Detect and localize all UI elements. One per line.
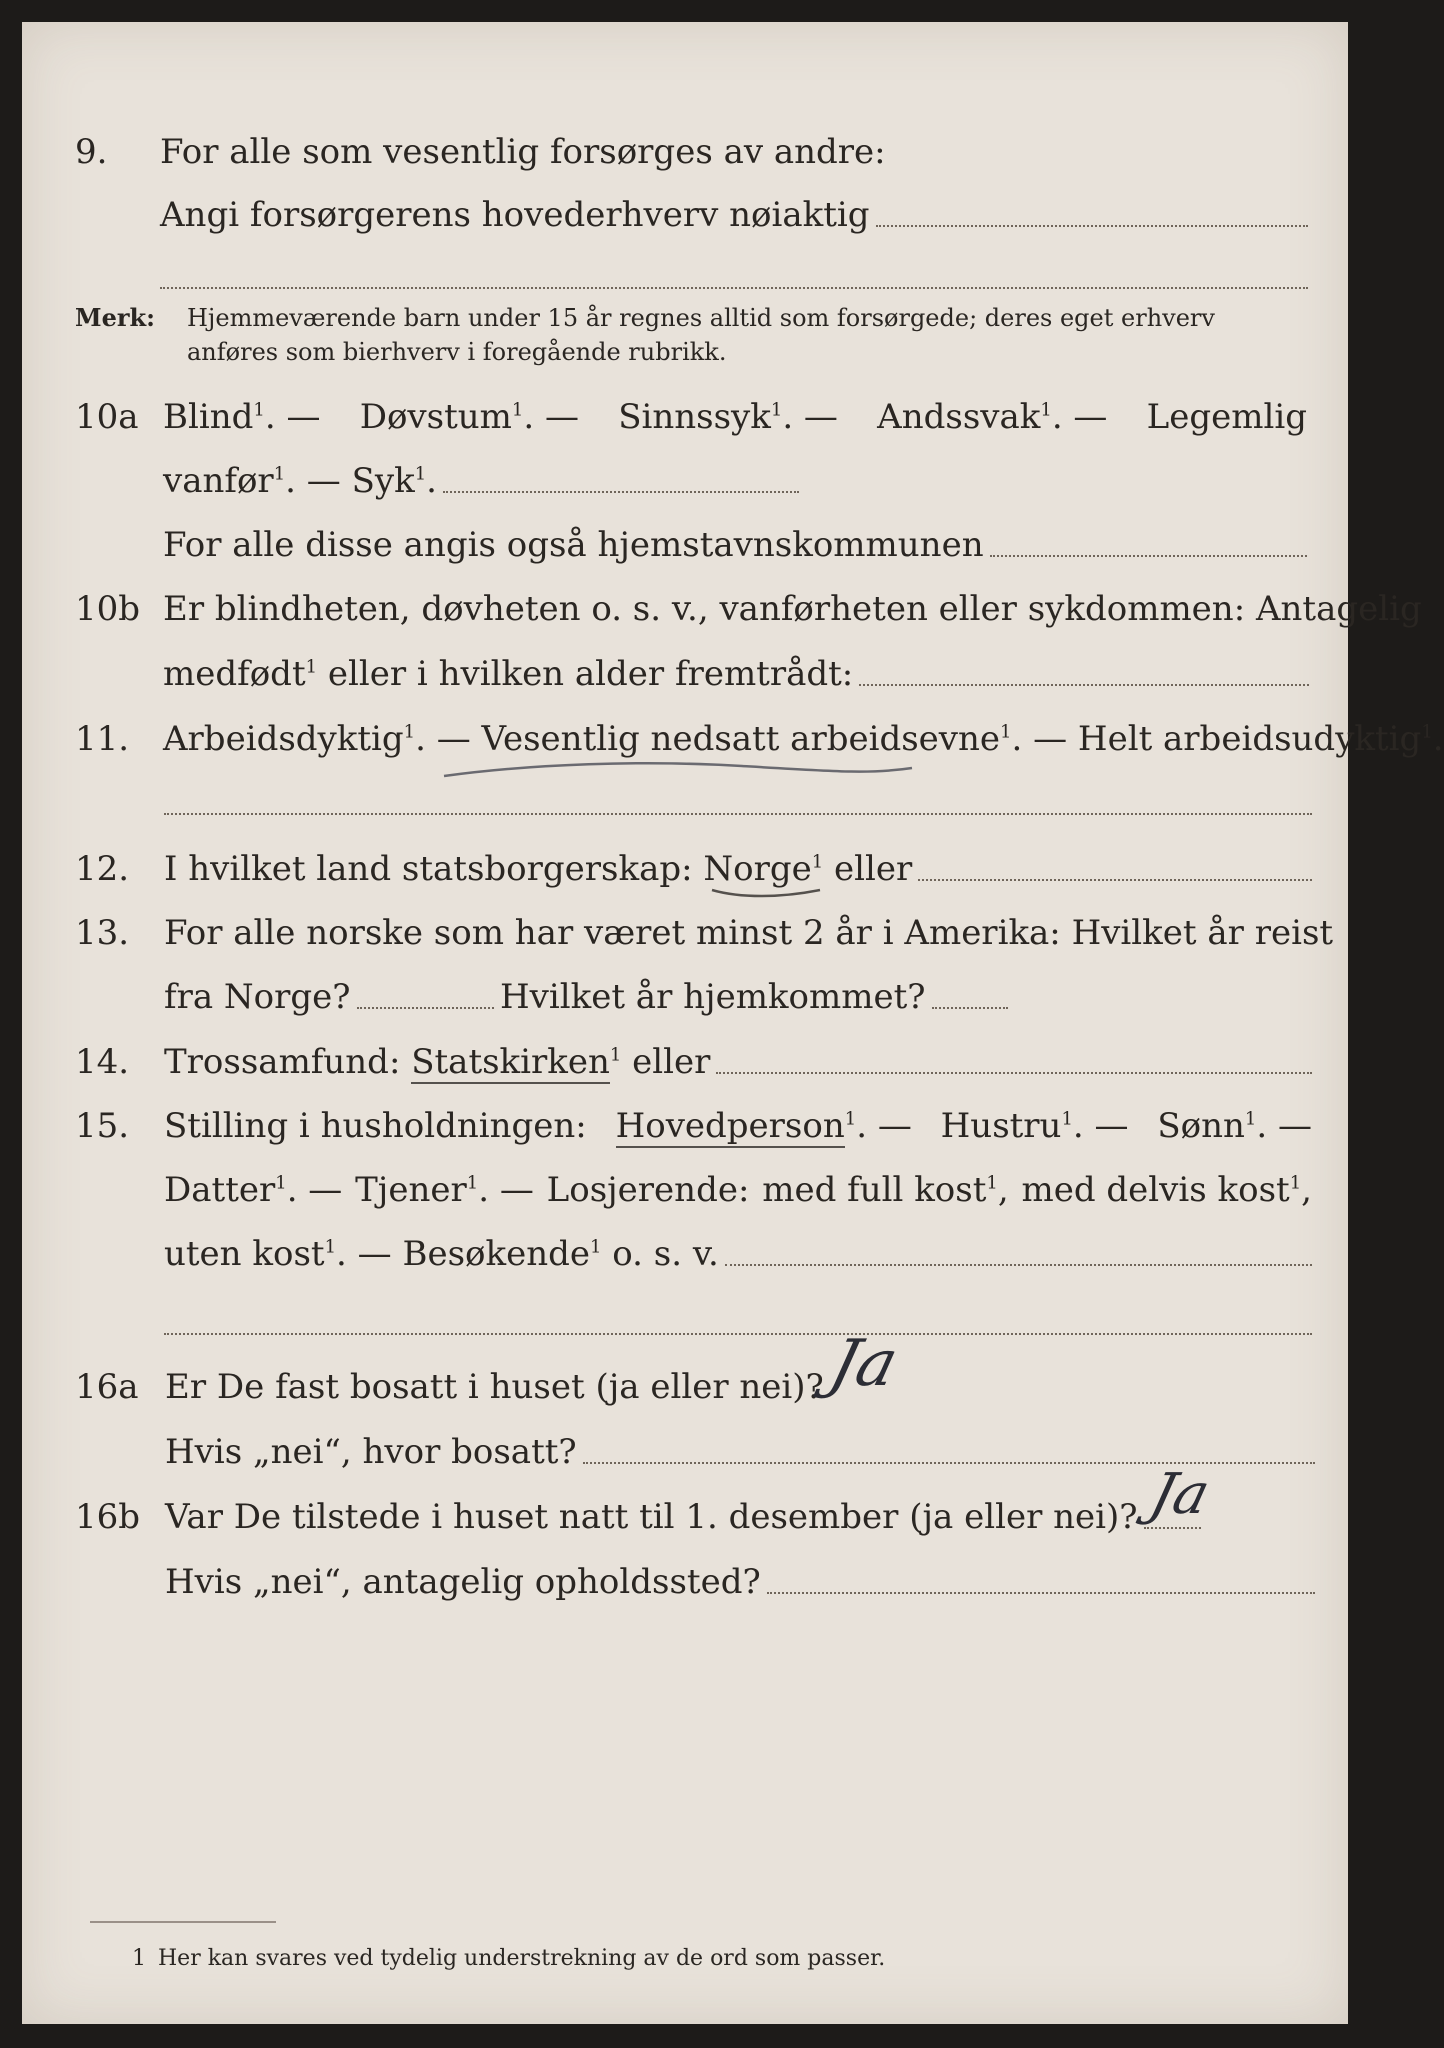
answer-row <box>160 195 1308 235</box>
answer-field[interactable] <box>990 554 1307 557</box>
husholdning-label: Stilling i husholdningen: <box>164 1106 587 1146</box>
question-10a-line-1: Blind$^1$. — Døvstum$^1$. — Sinnssyk$^1$. — Andssvak$^1$. — Legemlig <box>163 397 1307 437</box>
footnote-divider <box>90 1920 276 1923</box>
question-12-line: I hvilket land statsborgerskap: Norge$^1$ eller <box>164 849 1312 889</box>
answer-field[interactable] <box>918 878 1312 881</box>
question-9-line-2: Angi forsørgerens hovederhverv nøiaktig <box>160 195 870 235</box>
option-dovstum[interactable]: Døvstum <box>359 397 512 437</box>
question-10a-line-3 <box>163 525 1307 565</box>
question-15-line-2: Datter$^1$. — Tjener$^1$. — Losjerende: med full kost$^1$, med delvis kost$^1$, <box>164 1170 1312 1210</box>
hvor-bosatt-label: Hvis „nei“, hvor bosatt? <box>165 1432 577 1472</box>
option-hovedperson[interactable]: Hovedperson <box>615 1106 845 1146</box>
eller-label: eller <box>632 1042 711 1082</box>
question-11-line: Arbeidsdyktig$^1$. — Vesentlig nedsatt arbeidsevne$^1$. — Helt arbeidsudyktig$^1$. <box>163 719 1444 759</box>
option-nedsatt-arbeidsevne[interactable]: Vesentlig nedsatt arbeidsevne <box>481 719 1001 759</box>
merk-label: Merk: <box>75 303 155 332</box>
question-number: 10b <box>75 589 141 629</box>
question-10b-line-1 <box>163 589 1422 629</box>
option-uten-kost[interactable]: uten kost <box>164 1234 325 1274</box>
census-form-page <box>22 22 1444 2024</box>
question-16b-line-1 <box>165 1497 1201 1537</box>
hjemkommet-label: Hvilket år hjemkommet? <box>500 977 926 1017</box>
option-medfodt[interactable]: medfødt <box>163 654 306 694</box>
footnote-text: Her kan svares ved tydelig understrekning av de ord som passer. <box>158 1946 886 1971</box>
handwritten-answer-16b: Ja <box>1143 1462 1216 1527</box>
question-number: 13. <box>75 913 130 953</box>
trossamfund-label: Trossamfund: <box>164 1042 401 1082</box>
question-13-text: For alle norske som har været minst 2 år i Amerika: Hvilket år reist <box>164 913 1334 953</box>
answer-field[interactable] <box>725 1263 1312 1266</box>
question-number: 15. <box>75 1106 130 1146</box>
hjemkommet-row <box>500 977 1008 1017</box>
option-arbeidsdyktig[interactable]: Arbeidsdyktig <box>163 719 404 759</box>
statsborgerskap-label: I hvilket land statsborgerskap: <box>164 849 693 889</box>
answer-field[interactable] <box>443 490 799 493</box>
answer-field-extra[interactable] <box>164 1332 1312 1335</box>
option-legemlig[interactable]: Legemlig <box>1146 397 1307 437</box>
option-full-kost[interactable]: med full kost <box>762 1170 987 1210</box>
eller-label: eller <box>834 849 913 889</box>
merk-line-1: Hjemmeværende barn under 15 år regnes alltid som forsørgede; deres eget erhverv <box>187 304 1215 332</box>
handwritten-answer-16a: Ja <box>822 1327 906 1401</box>
question-number: 9. <box>75 132 108 172</box>
option-sonn[interactable]: Sønn <box>1157 1106 1245 1146</box>
bosatt-label: Er De fast bosatt i huset (ja eller nei)? <box>165 1367 824 1407</box>
question-text <box>160 132 886 172</box>
option-norge[interactable]: Norge <box>703 849 812 889</box>
question-16a-line-2 <box>165 1432 1315 1472</box>
reist-row <box>164 977 494 1017</box>
question-number: 10a <box>75 397 139 437</box>
option-delvis-kost[interactable]: med delvis kost <box>1021 1170 1290 1210</box>
opholdssted-field[interactable] <box>767 1591 1315 1594</box>
alder-label: eller i hvilken alder fremtrådt: <box>327 654 854 694</box>
question-15-line-3: uten kost$^1$. — Besøkende$^1$ o. s. v. <box>164 1234 1312 1274</box>
answer-field[interactable] <box>876 224 1308 227</box>
norge-underline-mark <box>710 882 830 902</box>
footnote-mark: 1 <box>132 1946 146 1971</box>
option-tjener[interactable]: Tjener <box>355 1170 467 1210</box>
question-16b-line-2 <box>165 1562 1315 1602</box>
option-vanfor[interactable]: vanfør <box>163 461 274 501</box>
option-arbeidsudyktig[interactable]: Helt arbeidsudyktig <box>1077 719 1422 759</box>
reist-field[interactable] <box>357 1006 494 1009</box>
reist-label: fra Norge? <box>164 977 351 1017</box>
question-number: 16b <box>75 1497 141 1537</box>
question-number: 11. <box>75 719 130 759</box>
answer-field[interactable] <box>716 1071 1312 1074</box>
option-syk[interactable]: Syk <box>351 461 415 501</box>
pencil-underline-mark <box>442 754 922 784</box>
question-number: 12. <box>75 849 130 889</box>
option-statskirken[interactable]: Statskirken <box>411 1042 610 1082</box>
option-datter[interactable]: Datter <box>164 1170 276 1210</box>
option-sinnssyk[interactable]: Sinnssyk <box>618 397 771 437</box>
question-10b-text: Er blindheten, døvheten o. s. v., vanførheten eller sykdommen: Antagelig <box>163 589 1422 629</box>
opholdssted-label: Hvis „nei“, antagelig opholdssted? <box>165 1562 761 1602</box>
losjerende-label: Losjerende: <box>546 1170 750 1210</box>
question-13-line-1 <box>164 913 1333 953</box>
question-15-line-1: Stilling i husholdningen: Hovedperson$^1$. — Hustru$^1$. — Sønn$^1$. — <box>164 1106 1312 1146</box>
question-16a-line-1 <box>165 1367 824 1407</box>
tilstede-label: Var De tilstede i huset natt til 1. desember (ja eller nei)? <box>165 1497 1138 1537</box>
question-10a-line-2: vanfør$^1$. — Syk$^1$. <box>163 461 799 501</box>
question-9-line-1: For alle som vesentlig forsørges av andre: <box>160 132 886 172</box>
answer-field-extra[interactable] <box>164 812 1312 815</box>
osv-label: o. s. v. <box>612 1234 719 1274</box>
option-blind[interactable]: Blind <box>163 397 254 437</box>
hjemstavnskommune-label: For alle disse angis også hjemstavnskommunen <box>163 525 984 565</box>
option-andssvak[interactable]: Andssvak <box>877 397 1041 437</box>
merk-line-2: anføres som bierhverv i foregående rubrikk. <box>187 338 727 366</box>
question-number: 14. <box>75 1042 130 1082</box>
question-10b-line-2: medfødt$^1$ eller i hvilken alder fremtrådt: <box>163 654 1309 694</box>
option-besokende[interactable]: Besøkende <box>402 1234 590 1274</box>
question-number: 16a <box>75 1367 139 1407</box>
answer-field[interactable] <box>859 683 1309 686</box>
hjemkommet-field[interactable] <box>932 1006 1009 1009</box>
option-hustru[interactable]: Hustru <box>940 1106 1062 1146</box>
question-14-line: Trossamfund: Statskirken$^1$ eller <box>164 1042 1312 1082</box>
answer-field-extra[interactable] <box>160 286 1308 289</box>
